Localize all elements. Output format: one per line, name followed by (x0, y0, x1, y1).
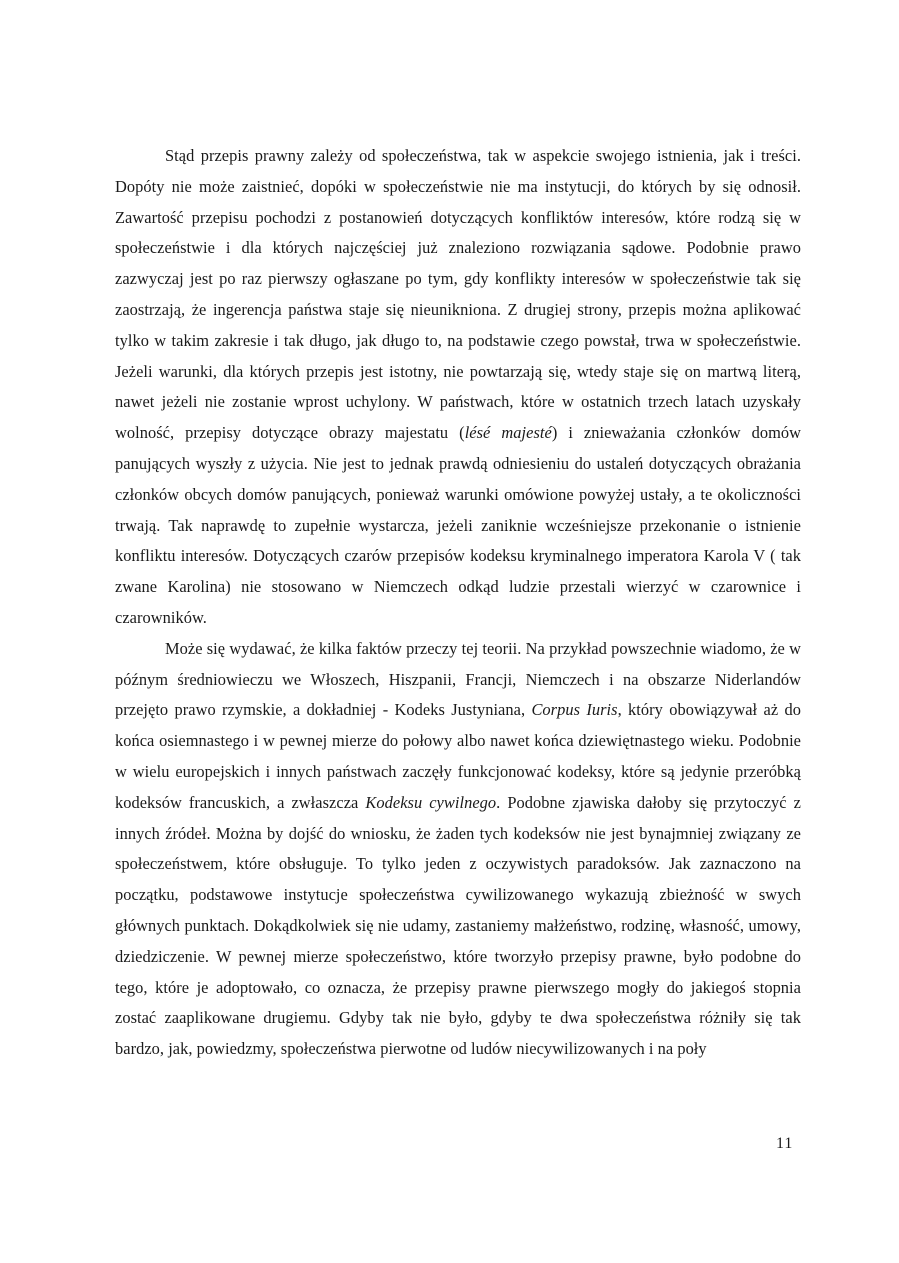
paragraph-2-part-5: . Podobne zjawiska dałoby się przytoczyć z innych źródeł. Można by dojść do wniosku, że żaden tych kodeksów nie jest bynajmniej związany ze społeczeństwem, które obsługuje. To tylko jeden z oczywistych paradoksów. Jak zaznaczono na początku, podstawowe instytucje społeczeństwa cywilizowanego wykazują zbieżność w swych głównych punktach. Dokądkolwiek się nie udamy, zastaniemy małżeństwo, rodzinę, własność, umowy, dziedziczenie. W pewnej mierze społeczeństwo, które tworzyło przepisy prawne, było podobne do tego, które je adoptowało, co oznacza, że przepisy prawne pierwszego mogły do jakiegoś stopnia zostać zaaplikowane drugiemu. Gdyby tak nie było, gdyby te dwa społeczeństwa różniły się tak bardzo, jak, powiedzmy, społeczeństwa pierwotne od ludów niecywilizowanych i na poły (115, 792, 801, 1059)
paragraph-2-part-1: Może się wydawać, że kilka faktów przeczy tej teorii. Na przykład powszechnie wiadomo, że w późnym średniowieczu we Włoszech, Hiszpanii, Francji, Niemczech i na obszarze Niderlandów przejęto prawo rzymskie, a dokładniej - Kodeks Justyniana, (115, 638, 801, 720)
document-page (115, 141, 801, 1065)
paragraph-2 (115, 634, 801, 1065)
paragraph-1-part-3: ) i znieważania członków domów panujących wyszły z użycia. Nie jest to jednak prawdą odniesieniu do ustaleń dotyczących obrażania członków obcych domów panujących, ponieważ warunki omówione powyżej ustały, a te okoliczności trwają. Tak naprawdę to zupełnie wystarcza, jeżeli zaniknie wcześniejsze przekonanie o istnienie konfliktu interesów. Dotyczących czarów przepisów kodeksu kryminalnego imperatora Karola V ( tak zwane Karolina) nie stosowano w Niemczech odkąd ludzie przestali wierzyć w czarownice i czarowników. (115, 423, 802, 627)
paragraph-1-part-2: lésé majesté (464, 423, 552, 443)
paragraph-1 (115, 141, 801, 634)
paragraph-2-part-4: Kodeksu cywilnego (365, 792, 497, 812)
page-number: 11 (776, 1135, 794, 1152)
paragraph-2-part-3: , który obowiązywał aż do końca osiemnastego i w pewnej mierze do połowy albo nawet końca dziewiętnastego wieku. Podobnie w wielu europejskich i innych państwach zaczęły funkcjonować kodeksy, które są jedynie przeróbką kodeksów francuskich, a zwłaszcza (115, 700, 801, 812)
paragraph-2-part-2: Corpus Iuris (531, 700, 618, 720)
paragraph-1-part-1: Stąd przepis prawny zależy od społeczeństwa, tak w aspekcie swojego istnienia, jak i treści. Dopóty nie może zaistnieć, dopóki w społeczeństwie nie ma instytucji, do których by się odnosił. Zawartość przepisu pochodzi z postanowień dotyczących konfliktów interesów, które rodzą się w społeczeństwie i dla których najczęściej już znaleziono rozwiązania sądowe. Podobnie prawo zazwyczaj jest po raz pierwszy ogłaszane po tym, gdy konflikty interesów w społeczeństwie tak się zaostrzają, że ingerencja państwa staje się nieunikniona. Z drugiej strony, przepis można aplikować tylko w takim zakresie i tak długo, jak długo to, na podstawie czego powstał, trwa w społeczeństwie. Jeżeli warunki, dla których przepis jest istotny, nie powtarzają się, wtedy staje się on martwą literą, nawet jeżeli nie zostanie wprost uchylony. W państwach, które w ostatnich trzech latach uzyskały wolność, przepisy dotyczące obrazy majestatu ( (115, 146, 801, 443)
